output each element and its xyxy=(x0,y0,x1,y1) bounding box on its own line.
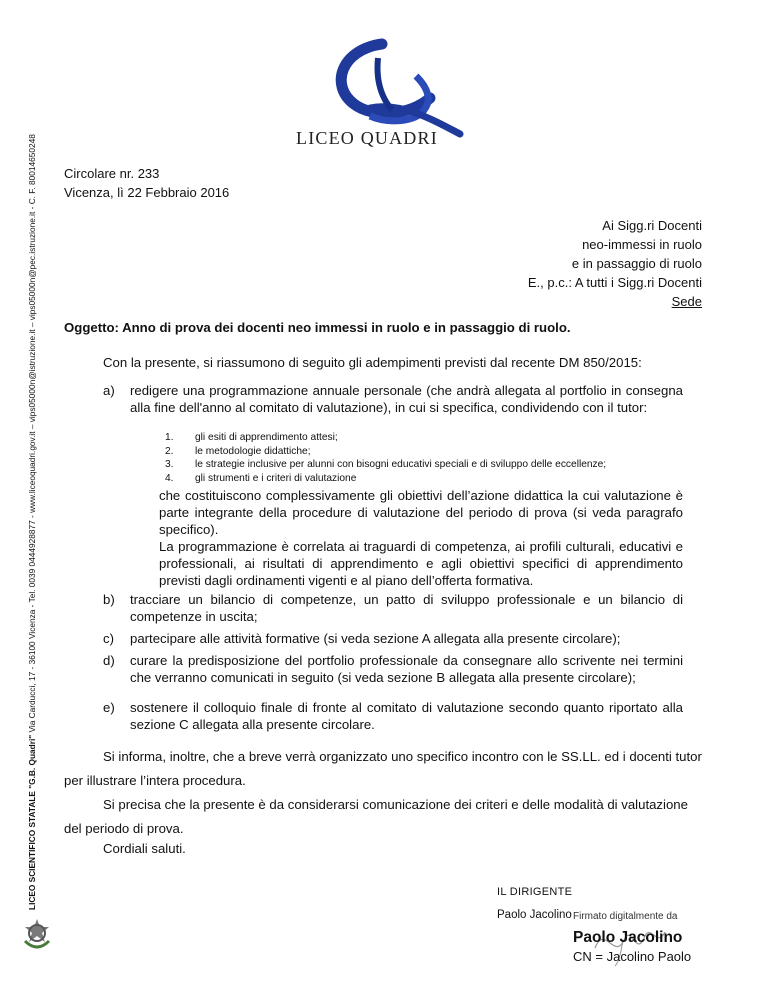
signer-name: Paolo Jacolino xyxy=(497,909,572,921)
subject-line: Oggetto: Anno di prova dei docenti neo immessi in ruolo e in passaggio di ruolo. xyxy=(64,320,571,335)
sidebar-address xyxy=(24,10,40,910)
item-a-paragraph: La programmazione è correlata ai traguardi di competenza, ai profili culturali, educativi e professionali, ai risultati di apprendimento e agli obiettivi specifici di apprendimento previsti dagli ordinamenti vigenti e al piano dell’offerta formativa. xyxy=(159,539,683,588)
sub-list xyxy=(165,431,606,485)
list-item-d: d) curare la predisposizione del portfolio professionale da consegnare allo scrivente nei termini che verranno comunicati in seguito (si veda sezione B allegata alla presente circolare); xyxy=(103,653,683,685)
digital-signature-name: Paolo Jacolino xyxy=(573,929,683,946)
recipients-block xyxy=(572,216,702,273)
sub-item: 4. gli strumenti e i criteri di valutazione xyxy=(165,472,357,484)
recipient-line: e in passaggio di ruolo xyxy=(571,256,702,271)
sidebar-contacts: Via Carducci, 17 - 36100 Vicenza - Tel. 0039 0444928877 - www.liceoquadri.gov.it – vips05000n@istruzione.it – vips05000n@pec.istruzione.it - C. F. 80014650248 xyxy=(27,134,37,735)
recipient-line: neo-immessi in ruolo xyxy=(582,237,702,252)
svg-text:LICEO SCIENTIFICO STATALE "G.B xyxy=(27,134,37,910)
digital-signature-label: Firmato digitalmente da xyxy=(573,911,678,922)
list-letter: a) xyxy=(103,383,115,398)
sub-item: 2. le metodologie didattiche; xyxy=(165,445,311,457)
info-paragraph: Si informa, inoltre, che a breve verrà organizzato uno specifico incontro con le SS.LL. ed i docenti tutor per illustrare l’intera procedura. xyxy=(64,749,702,788)
recipient-line: Ai Sigg.ri Docenti xyxy=(602,218,702,233)
circular-date: Vicenza, lì 22 Febbraio 2016 xyxy=(64,185,230,200)
list-item-b: b) tracciare un bilancio di competenze, un patto di sviluppo professionale e un bilancio di competenze in uscita; xyxy=(103,592,683,624)
logo-text: LICEO QUADRI xyxy=(296,128,438,148)
sidebar-school-name: LICEO SCIENTIFICO STATALE "G.B. Quadri" xyxy=(27,734,37,910)
sede-label: Sede xyxy=(671,294,702,309)
circular-number: Circolare nr. 233 xyxy=(64,166,160,181)
list-item-c: c) partecipare alle attività formative (si veda sezione A allegata alla presente circolare); xyxy=(103,631,621,646)
republic-emblem-icon xyxy=(22,917,52,951)
sub-item: 3. le strategie inclusive per alunni con bisogni educativi speciali e di sviluppo delle eccellenze; xyxy=(165,459,607,470)
intro-text: Con la presente, si riassumono di seguito gli adempimenti previsti dal recente DM 850/2015: xyxy=(103,355,642,370)
closing-greeting: Cordiali saluti. xyxy=(103,841,186,856)
list-item-e: e) sostenere il colloquio finale di fronte al comitato di valutazione secondo quanto riportato alla sezione C allegata alla presente circolare. xyxy=(103,700,683,732)
list-item-text: redigere una programmazione annuale personale (che andrà allegata al portfolio in consegna alla fine dell'anno al comitato di valutazione), in cui si specifica, condividendo con il tutor: xyxy=(130,383,683,415)
signer-role: IL DIRIGENTE xyxy=(497,886,573,898)
criteria-paragraph: Si precisa che la presente è da considerarsi comunicazione dei criteri e delle modalità di valutazione del periodo di prova. xyxy=(64,797,688,836)
digital-signature-cn: CN = Jacolino Paolo xyxy=(573,949,692,964)
cc-line: E., p.c.: A tutti i Sigg.ri Docenti xyxy=(527,275,702,290)
cc-block xyxy=(528,273,702,311)
list-item-a xyxy=(103,382,683,416)
sub-item: 1. gli esiti di apprendimento attesi; xyxy=(165,432,338,443)
item-a-continuation: che costituiscono complessivamente gli obiettivi dell’azione didattica la cui valutazione è parte integrante della procedure di valutazione del periodo di prova (si veda paragrafo specifico). xyxy=(159,488,683,537)
